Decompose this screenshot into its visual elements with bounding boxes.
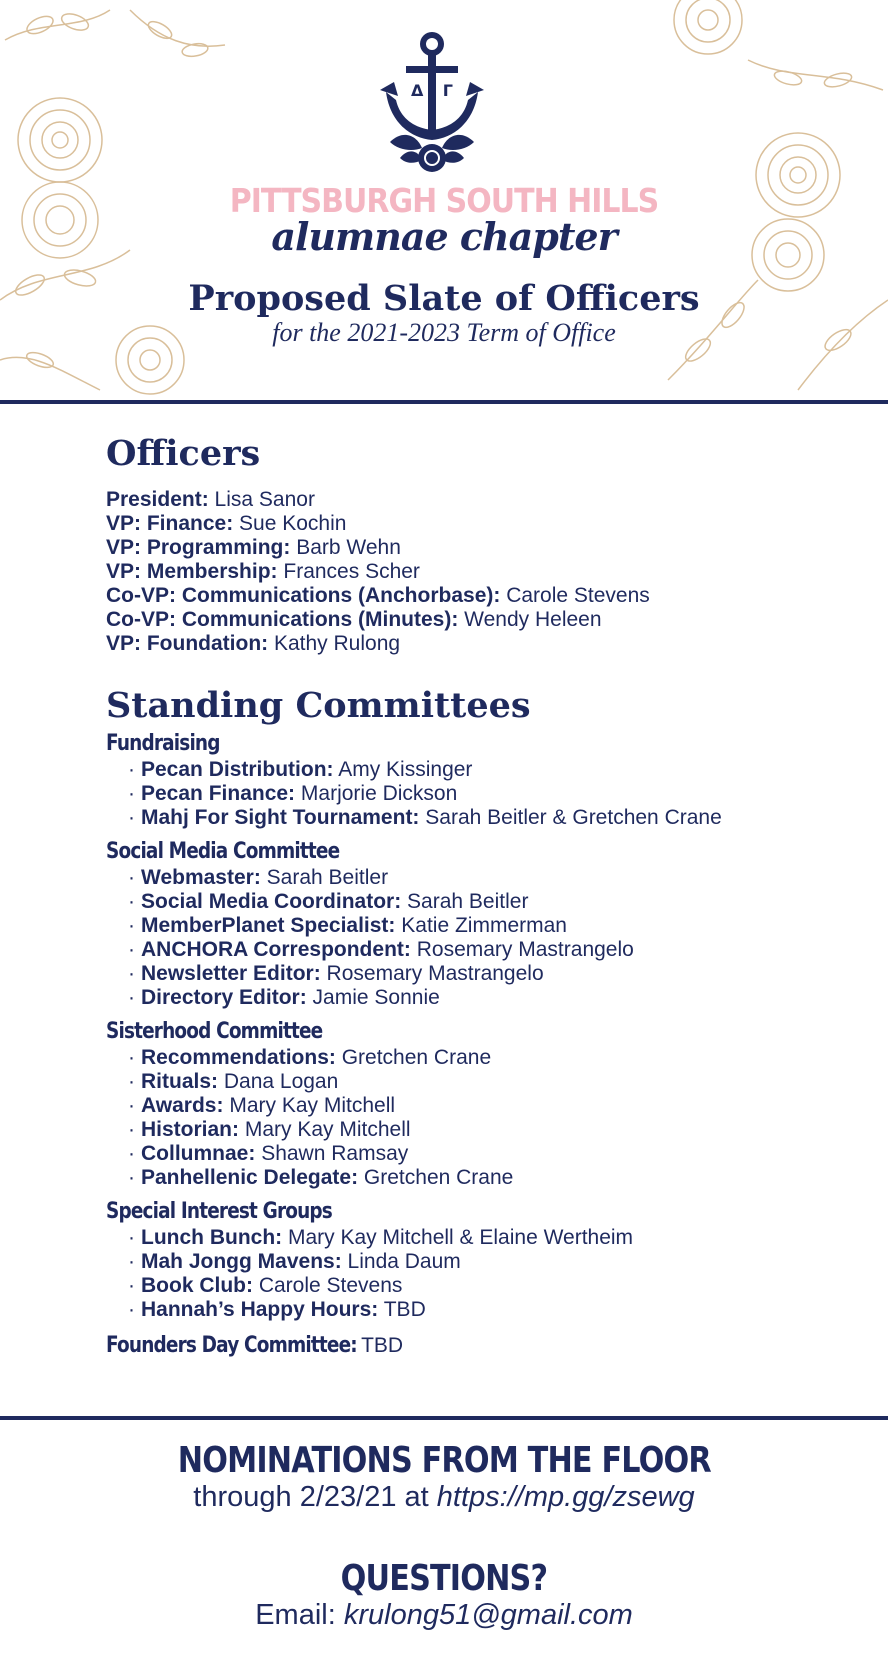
bullet: · xyxy=(128,758,135,781)
list-item xyxy=(106,806,866,830)
list-item xyxy=(106,1070,866,1094)
bullet: · xyxy=(128,1046,135,1069)
bullet: · xyxy=(128,1070,135,1093)
bullet: · xyxy=(128,890,135,913)
item-role: Book Club: xyxy=(141,1274,253,1297)
slate-content xyxy=(106,430,866,1362)
item-role: Mahj For Sight Tournament: xyxy=(141,806,420,829)
item-name: Rosemary Mastrangelo xyxy=(416,938,634,961)
officer-name: Kathy Rulong xyxy=(273,632,401,655)
item-role: Newsletter Editor: xyxy=(141,962,321,985)
item-name: Mary Kay Mitchell xyxy=(229,1094,396,1117)
header xyxy=(0,0,888,402)
bullet: · xyxy=(128,1166,135,1189)
list-item xyxy=(106,1226,866,1250)
list-item xyxy=(106,986,866,1010)
item-name: Gretchen Crane xyxy=(363,1166,514,1189)
item-name: Katie Zimmerman xyxy=(401,914,567,937)
item-name: Jamie Sonnie xyxy=(312,986,440,1009)
bullet: · xyxy=(128,962,135,985)
officer-name: Carole Stevens xyxy=(506,584,650,607)
item-role: Awards: xyxy=(141,1094,224,1117)
list-item xyxy=(106,1166,866,1190)
item-name: Amy Kissinger xyxy=(338,758,473,781)
officer-role: President: xyxy=(106,488,209,511)
page-title: Proposed Slate of Officers xyxy=(188,278,700,319)
item-role: Webmaster: xyxy=(141,866,261,889)
bullet: · xyxy=(128,986,135,1009)
item-name: Gretchen Crane xyxy=(341,1046,492,1069)
item-role: Pecan Finance: xyxy=(141,782,296,805)
item-name: Shawn Ramsay xyxy=(261,1142,409,1165)
officer-row xyxy=(106,632,866,656)
item-role: MemberPlanet Specialist: xyxy=(141,914,396,937)
bullet: · xyxy=(128,1298,135,1321)
officer-role: VP: Membership: xyxy=(106,560,278,583)
item-name: Sarah Beitler & Gretchen Crane xyxy=(425,806,722,829)
item-name: Rosemary Mastrangelo xyxy=(326,962,544,985)
list-item xyxy=(106,938,866,962)
bullet: · xyxy=(128,1118,135,1141)
item-role: Social Media Coordinator: xyxy=(141,890,402,913)
anchor-logo-icon xyxy=(376,30,488,178)
bullet: · xyxy=(128,914,135,937)
group-title-sisterhood: Sisterhood Committee xyxy=(106,1019,323,1044)
item-role: Historian: xyxy=(141,1118,240,1141)
bullet: · xyxy=(128,866,135,889)
bullet: · xyxy=(128,1094,135,1117)
item-name: Mary Kay Mitchell xyxy=(244,1118,411,1141)
item-name: Carole Stevens xyxy=(258,1274,403,1297)
bullet: · xyxy=(128,806,135,829)
item-role: Collumnae: xyxy=(141,1142,256,1165)
nominations-line xyxy=(0,1481,888,1514)
header-divider xyxy=(0,400,888,404)
questions-title: QUESTIONS? xyxy=(340,1558,548,1599)
officer-name: Barb Wehn xyxy=(296,536,401,559)
officer-role: Co-VP: Communications (Minutes): xyxy=(106,608,459,631)
item-name: Linda Daum xyxy=(347,1250,461,1273)
founders-day-value: TBD xyxy=(361,1334,404,1357)
list-item xyxy=(106,914,866,938)
item-role: Mah Jongg Mavens: xyxy=(141,1250,342,1273)
officer-role: VP: Programming: xyxy=(106,536,291,559)
item-role: Directory Editor: xyxy=(141,986,307,1009)
officers-list xyxy=(106,488,866,656)
nominations-prefix: through 2/23/21 at xyxy=(193,1481,429,1513)
email-line xyxy=(0,1599,888,1632)
list-item xyxy=(106,1118,866,1142)
email-link[interactable]: krulong51@gmail.com xyxy=(343,1599,633,1631)
item-name: Sarah Beitler xyxy=(266,866,389,889)
committees-title: Standing Committees xyxy=(106,685,531,726)
list-item xyxy=(106,866,866,890)
list-item xyxy=(106,758,866,782)
bullet: · xyxy=(128,1142,135,1165)
list-item xyxy=(106,1046,866,1070)
chapter-script: alumnae chapter xyxy=(271,214,617,259)
officer-name: Lisa Sanor xyxy=(214,488,315,511)
officer-role: Co-VP: Communications (Anchorbase): xyxy=(106,584,501,607)
item-role: Rituals: xyxy=(141,1070,219,1093)
bullet: · xyxy=(128,1226,135,1249)
email-prefix: Email: xyxy=(255,1599,336,1631)
list-item xyxy=(106,1142,866,1166)
officer-row xyxy=(106,488,866,512)
founders-day-row xyxy=(106,1332,866,1362)
officer-row xyxy=(106,560,866,584)
officer-row xyxy=(106,584,866,608)
chapter-name: PITTSBURGH SOUTH HILLS xyxy=(229,182,659,221)
group-title-fundraising: Fundraising xyxy=(106,731,220,756)
officer-role: VP: Finance: xyxy=(106,512,234,535)
officer-row xyxy=(106,608,866,632)
group-title-special-interest: Special Interest Groups xyxy=(106,1199,332,1224)
bullet: · xyxy=(128,938,135,961)
list-item xyxy=(106,962,866,986)
list-item xyxy=(106,1274,866,1298)
officer-name: Sue Kochin xyxy=(239,512,347,535)
questions-block xyxy=(0,1558,888,1632)
item-role: Panhellenic Delegate: xyxy=(141,1166,359,1189)
list-item xyxy=(106,782,866,806)
list-item xyxy=(106,890,866,914)
bullet: · xyxy=(128,782,135,805)
officers-title: Officers xyxy=(106,433,261,474)
item-role: Hannah’s Happy Hours: xyxy=(141,1298,379,1321)
item-name: TBD xyxy=(383,1298,426,1321)
logo-letters: ΔΓ xyxy=(411,81,453,100)
officer-name: Wendy Heleen xyxy=(464,608,602,631)
officer-row xyxy=(106,512,866,536)
item-role: Lunch Bunch: xyxy=(141,1226,283,1249)
founders-day-label: Founders Day Committee: xyxy=(106,1333,357,1358)
footer-divider xyxy=(0,1416,888,1420)
officer-row xyxy=(106,536,866,560)
item-role: Recommendations: xyxy=(141,1046,336,1069)
list-item xyxy=(106,1094,866,1118)
item-role: Pecan Distribution: xyxy=(141,758,334,781)
nominations-block xyxy=(0,1440,888,1514)
item-name: Mary Kay Mitchell & Elaine Wertheim xyxy=(288,1226,634,1249)
nominations-link[interactable]: https://mp.gg/zsewg xyxy=(436,1481,695,1513)
list-item xyxy=(106,1250,866,1274)
nominations-title: NOMINATIONS FROM THE FLOOR xyxy=(177,1440,711,1481)
bullet: · xyxy=(128,1274,135,1297)
group-title-social-media: Social Media Committee xyxy=(106,839,340,864)
officer-name: Frances Scher xyxy=(283,560,420,583)
item-name: Sarah Beitler xyxy=(407,890,529,913)
page-subtitle: for the 2021-2023 Term of Office xyxy=(272,318,616,347)
item-role: ANCHORA Correspondent: xyxy=(141,938,411,961)
item-name: Dana Logan xyxy=(223,1070,339,1093)
item-name: Marjorie Dickson xyxy=(300,782,458,805)
officer-role: VP: Foundation: xyxy=(106,632,269,655)
bullet: · xyxy=(128,1250,135,1273)
list-item xyxy=(106,1298,866,1322)
